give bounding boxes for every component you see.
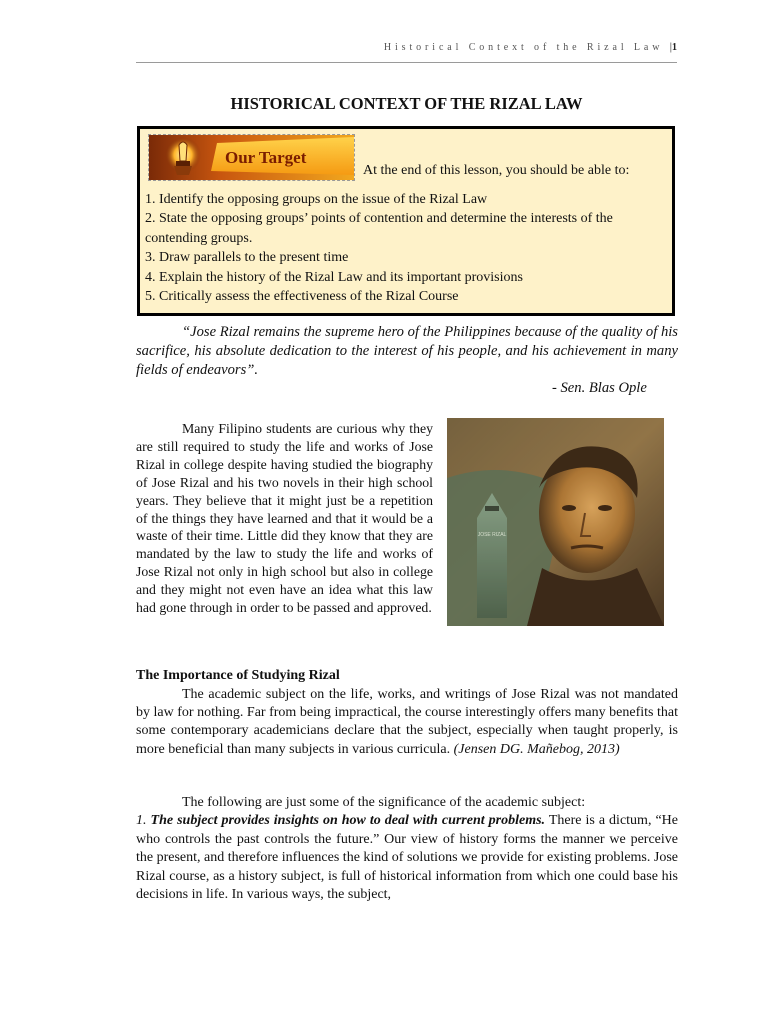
citation: (Jensen DG. Mañebog, 2013)	[453, 741, 620, 757]
item-text: There is a dictum, “He who controls the past controls the future.” Our view of history forms the manner we perceive the present, and therefore influences the kind of solutions we provide for existing problems. Jose Rizal course, as a history subject, is full of historical information from which one could base his decisions in life. In various ways, the subject,	[136, 813, 679, 903]
objective-item: 4. Explain the history of the Rizal Law and its important provisions	[145, 269, 523, 285]
svg-text:Our Target: Our Target	[225, 148, 307, 167]
significance-item-1	[136, 812, 678, 905]
svg-text:JOSE RIZAL: JOSE RIZAL	[477, 532, 507, 538]
header-separator: |	[669, 42, 672, 53]
running-header	[136, 42, 677, 63]
objectives-list	[145, 190, 665, 306]
quote-author: - Sen. Blas Ople	[552, 380, 647, 396]
significance-intro: The following are just some of the significance of the academic subject:	[182, 795, 586, 810]
rizal-portrait-image	[447, 418, 664, 626]
importance-text: The academic subject on the life, works, and writings of Jose Rizal was not mandated by law for nothing. Far from being impractical, the course interestingly offers many benefits that some contemporary academicians declare that the subject, especially when taught properly, is more beneficial than many subjects in various curricula.	[136, 687, 678, 757]
our-target-banner	[148, 134, 355, 181]
section-heading: The Importance of Studying Rizal	[136, 668, 340, 683]
importance-paragraph	[136, 686, 678, 759]
objective-item: 1. Identify the opposing groups on the issue of the Rizal Law	[145, 192, 488, 207]
objectives-intro: At the end of this lesson, you should be able to:	[363, 163, 630, 178]
objectives-box	[137, 126, 675, 316]
intro-paragraph: Many Filipino students are curious why they are still required to study the life and works of Jose Rizal in college despite having studied the biography of Jose Rizal and his two novels in their high school years. They believe that it might just be a repetition of the things they have learned and that it would be a waste of their time. Little did they know that they are mandated by the law to study the life and works of Jose Rizal not only in high school but also in college and they might not even have an idea what this law had gone through in order to be passed and approved.	[136, 421, 433, 616]
item-number: 1.	[136, 813, 147, 828]
page-title: HISTORICAL CONTEXT OF THE RIZAL LAW	[230, 94, 583, 113]
epigraph-quote: “Jose Rizal remains the supreme hero of the Philippines because of the quality of his sacrifice, his absolute dedication to the interest of his people, and his achievement in many fields of endeavors”.	[136, 324, 678, 378]
lamp-banner-icon	[149, 135, 354, 180]
objective-item: 3. Draw parallels to the present time	[145, 250, 349, 266]
objective-item: 5. Critically assess the effectiveness of the Rizal Course	[145, 289, 459, 305]
item-lead: The subject provides insights on how to deal with current problems.	[150, 813, 546, 828]
page-number: 1	[672, 42, 677, 53]
running-title: Historical Context of the Rizal Law	[383, 42, 664, 53]
rizal-portrait-icon	[447, 418, 664, 626]
objective-item: 2. State the opposing groups’ points of contention and determine the interests of the contending groups.	[145, 211, 613, 246]
